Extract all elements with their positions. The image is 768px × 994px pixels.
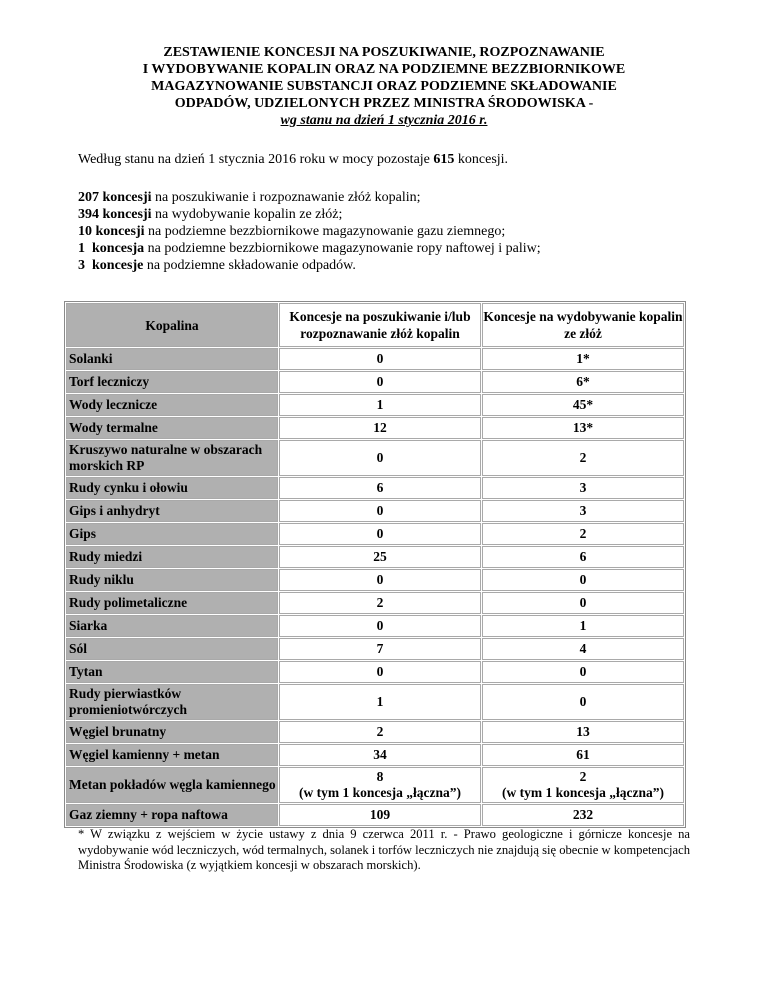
row-value: 8 [376,769,384,784]
title-line: MAGAZYNOWANIE SUBSTANCJI ORAZ PODZIEMNE SKŁADOWANIE [151,79,617,94]
row-poszukiwanie: 0 [279,440,481,476]
row-wydobywanie: 3 [482,500,684,522]
table-row [66,615,684,637]
table-row [66,348,684,370]
row-name: Rudy polimetaliczne [66,592,278,614]
title-line: ZESTAWIENIE KONCESJI NA POSZUKIWANIE, ROZPOZNAWANIE [163,45,605,60]
row-wydobywanie: 0 [482,569,684,591]
intro-after: koncesji. [454,152,509,167]
summary-text: na podziemne składowanie odpadów. [143,258,356,273]
table-row [66,721,684,743]
row-note: (w tym 1 koncesja „łączna”) [502,785,664,800]
row-name: Rudy niklu [66,569,278,591]
row-name: Węgiel kamienny + metan [66,744,278,766]
row-name: Rudy pierwiastków promieniotwórczych [66,684,278,720]
table-row [66,592,684,614]
row-wydobywanie: 13 [482,721,684,743]
summary-item [78,240,541,257]
summary-count: 3 koncesje [78,258,144,273]
table-row [66,371,684,393]
table-row [66,546,684,568]
row-name: Torf leczniczy [66,371,278,393]
summary-count: 1 koncesja [78,241,145,256]
row-wydobywanie: 45* [482,394,684,416]
row-poszukiwanie: 25 [279,546,481,568]
row-poszukiwanie: 2 [279,721,481,743]
table-row [66,569,684,591]
row-note: (w tym 1 koncesja „łączna”) [299,785,461,800]
summary-item [78,223,541,240]
row-poszukiwanie: 1 [279,684,481,720]
intro-before: Według stanu na dzień 1 stycznia 2016 roku w mocy pozostaje [78,152,434,167]
table-row [66,684,684,720]
row-name: Wody lecznicze [66,394,278,416]
table-row [66,477,684,499]
row-wydobywanie: 2 [482,523,684,545]
row-wydobywanie: 61 [482,744,684,766]
row-poszukiwanie: 34 [279,744,481,766]
table-row [66,440,684,476]
row-name: Węgiel brunatny [66,721,278,743]
table-row [66,744,684,766]
row-name: Wody termalne [66,417,278,439]
table-row [66,767,684,803]
summary-item [78,206,541,223]
table-row [66,804,684,826]
row-poszukiwanie: 109 [279,804,481,826]
table-row [66,638,684,660]
row-poszukiwanie: 1 [279,394,481,416]
summary-item [78,189,541,206]
row-name: Rudy miedzi [66,546,278,568]
row-poszukiwanie: 0 [279,661,481,683]
row-name: Metan pokładów węgla kamiennego [66,767,278,803]
concessions-table [64,301,686,828]
intro-count: 615 [433,152,455,167]
row-poszukiwanie: 12 [279,417,481,439]
table-row [66,523,684,545]
title-line: I WYDOBYWANIE KOPALIN ORAZ NA PODZIEMNE BEZZBIORNIKOWE [142,62,626,77]
row-wydobywanie: 232 [482,804,684,826]
table-header-row [66,303,684,347]
footnote: * W związku z wejściem w życie ustawy z dnia 9 czerwca 2011 r. - Prawo geologiczne i górnicze koncesje na wydobywanie wód leczniczych, wód termalnych, solanek i torfów leczniczych nie znajdują się obecnie w kompetencjach Ministra Środowiska (z wyjątkiem koncesji w obszarach morskich). [78,827,690,872]
row-wydobywanie: 0 [482,661,684,683]
summary-text: na podziemne bezzbiornikowe magazynowanie gazu ziemnego; [144,224,506,239]
row-name: Tytan [66,661,278,683]
row-poszukiwanie: 2 [279,592,481,614]
row-poszukiwanie: 6 [279,477,481,499]
row-name: Gips i anhydryt [66,500,278,522]
row-wydobywanie: 2 [482,440,684,476]
table-row [66,417,684,439]
intro-paragraph [78,151,508,168]
row-name: Kruszywo naturalne w obszarach morskich RP [66,440,278,476]
header-kopalina: Kopalina [66,303,278,347]
row-poszukiwanie: 0 [279,500,481,522]
document-title [60,44,708,129]
row-name: Siarka [66,615,278,637]
row-wydobywanie [482,767,684,803]
row-poszukiwanie: 0 [279,615,481,637]
row-poszukiwanie: 0 [279,569,481,591]
row-wydobywanie: 4 [482,638,684,660]
row-name: Gaz ziemny + ropa naftowa [66,804,278,826]
row-name: Sól [66,638,278,660]
row-poszukiwanie: 7 [279,638,481,660]
row-wydobywanie: 6* [482,371,684,393]
row-wydobywanie: 0 [482,684,684,720]
title-date: wg stanu na dzień 1 stycznia 2016 r. [280,113,488,128]
row-wydobywanie: 13* [482,417,684,439]
table-row [66,500,684,522]
header-poszukiwanie: Koncesje na poszukiwanie i/lub rozpoznawanie złóż kopalin [279,303,481,347]
summary-count: 207 koncesji [78,190,152,205]
summary-count: 394 koncesji [78,207,152,222]
row-wydobywanie: 6 [482,546,684,568]
row-poszukiwanie: 0 [279,371,481,393]
row-wydobywanie: 0 [482,592,684,614]
row-poszukiwanie: 0 [279,348,481,370]
summary-text: na poszukiwanie i rozpoznawanie złóż kopalin; [151,190,421,205]
table-row [66,394,684,416]
summary-text: na wydobywanie kopalin ze złóż; [151,207,343,222]
summary-count: 10 koncesji [78,224,145,239]
row-name: Solanki [66,348,278,370]
summary-list [78,189,541,274]
header-wydobywanie: Koncesje na wydobywanie kopalin ze złóż [482,303,684,347]
row-value: 2 [579,769,587,784]
row-name: Rudy cynku i ołowiu [66,477,278,499]
row-name: Gips [66,523,278,545]
title-line: ODPADÓW, UDZIELONYCH PRZEZ MINISTRA ŚRODOWISKA - [174,96,594,111]
summary-text: na podziemne bezzbiornikowe magazynowanie ropy naftowej i paliw; [144,241,541,256]
summary-item [78,257,541,274]
row-poszukiwanie: 0 [279,523,481,545]
row-wydobywanie: 1* [482,348,684,370]
table-row [66,661,684,683]
row-poszukiwanie [279,767,481,803]
row-wydobywanie: 3 [482,477,684,499]
row-wydobywanie: 1 [482,615,684,637]
